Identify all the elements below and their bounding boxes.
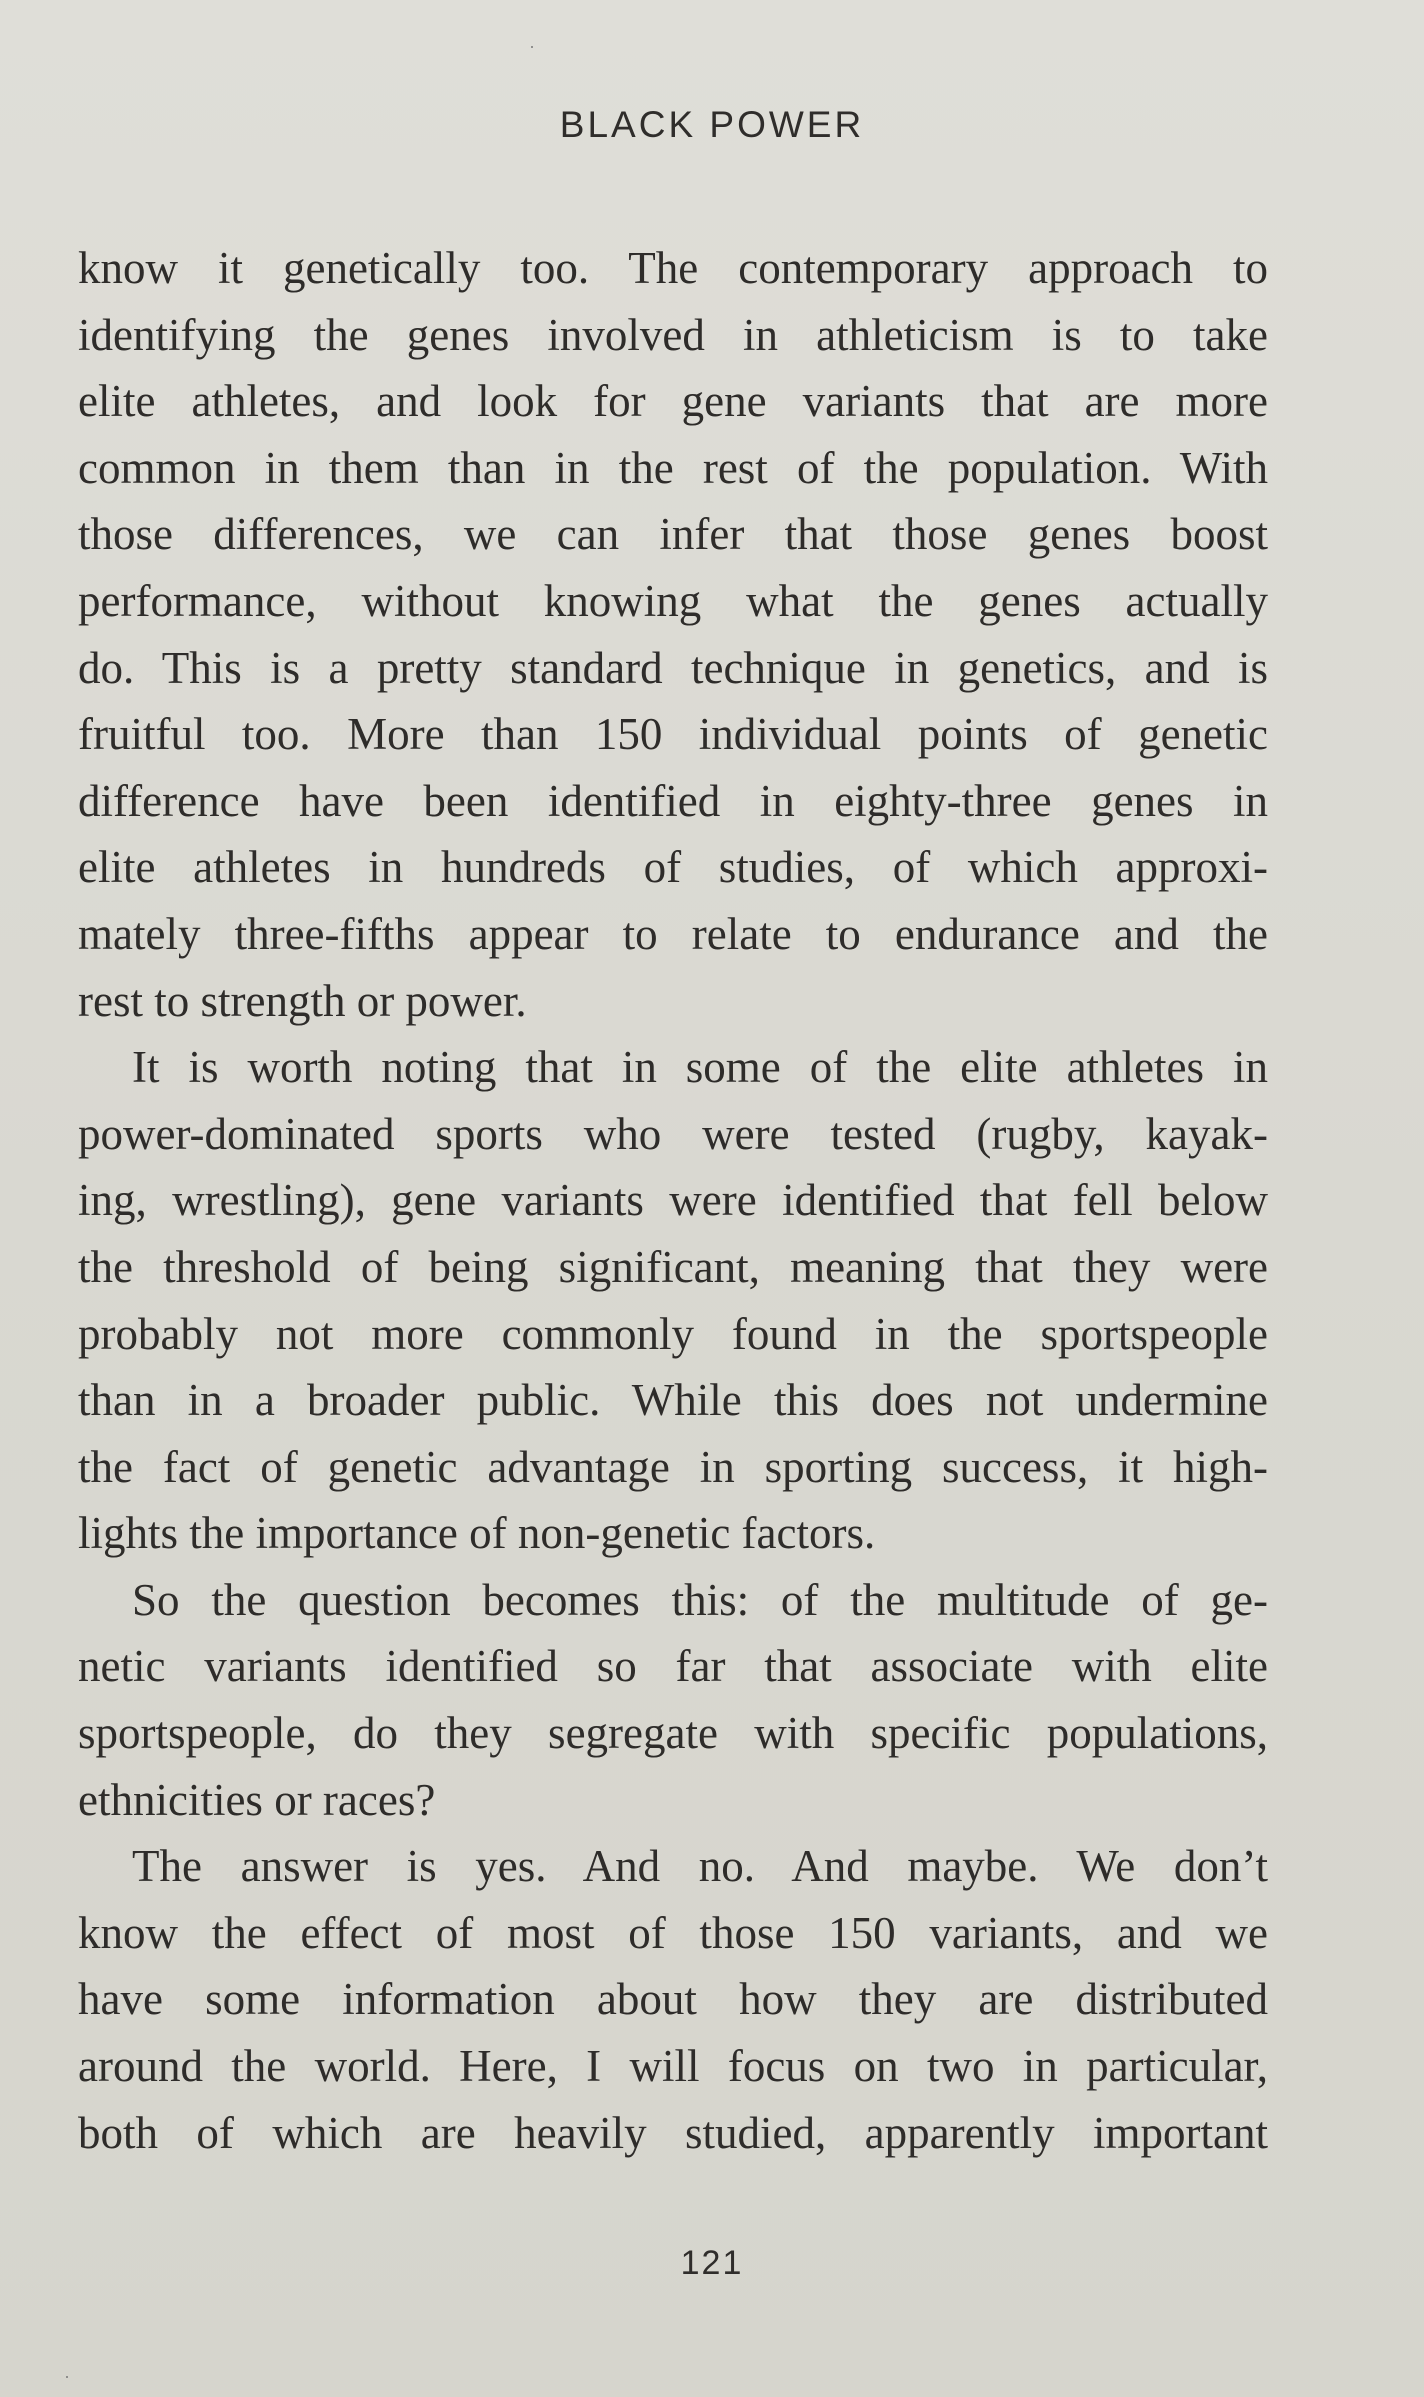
text-line: than in a broader public. While this does not undermine [78,1375,1268,1426]
text-line: sportspeople, do they segregate with specific populations, [78,1708,1268,1759]
text-line: So the question becomes this: of the multitude of ge- [132,1574,1268,1625]
paragraph [78,1567,1268,1833]
text-line: around the world. Here, I will focus on two in particular, [78,2041,1268,2092]
paragraph [78,1034,1268,1567]
text-line: have some information about how they are distributed [78,1974,1268,2025]
text-line: elite athletes in hundreds of studies, of which approxi- [78,842,1268,893]
page-number: 121 [680,2244,744,2282]
text-line: fruitful too. More than 150 individual points of genetic [78,709,1268,760]
running-head: BLACK POWER [559,104,865,145]
text-line: those differences, we can infer that those genes boost [78,509,1268,560]
text-line: the threshold of being significant, meaning that they were [78,1241,1268,1292]
text-line: common in them than in the rest of the population. With [78,442,1268,493]
text-line: the fact of genetic advantage in sporting success, it high- [78,1441,1268,1492]
text-line: netic variants identified so far that associate with elite [78,1641,1268,1692]
text-line: difference have been identified in eighty-three genes in [78,775,1268,826]
text-line: rest to strength or power. [78,975,527,1026]
text-line: The answer is yes. And no. And maybe. We don’t [132,1841,1268,1892]
text-line: It is worth noting that in some of the elite athletes in [132,1042,1268,1093]
paragraph [78,235,1268,1034]
body-text [78,235,1268,2166]
text-line: ing, wrestling), gene variants were identified that fell below [78,1175,1268,1226]
text-line: performance, without knowing what the genes actually [78,575,1268,626]
text-line: do. This is a pretty standard technique in genetics, and is [78,642,1268,693]
text-line: know the effect of most of those 150 variants, and we [78,1907,1268,1958]
text-line: both of which are heavily studied, apparently important [78,2107,1268,2158]
text-line: ethnicities or races? [78,1774,436,1825]
paper-speck [66,2376,68,2378]
text-line: mately three-fifths appear to relate to endurance and the [78,908,1268,959]
paragraph [78,1833,1268,2166]
text-line: elite athletes, and look for gene variants that are more [78,376,1268,427]
text-line: lights the importance of non-genetic factors. [78,1508,876,1559]
text-line: know it genetically too. The contemporary approach to [78,243,1268,293]
text-line: probably not more commonly found in the sportspeople [78,1308,1268,1359]
paper-speck [531,46,533,48]
text-line: power-dominated sports who were tested (rugby, kayak- [78,1108,1268,1159]
text-line: identifying the genes involved in athleticism is to take [78,309,1268,360]
